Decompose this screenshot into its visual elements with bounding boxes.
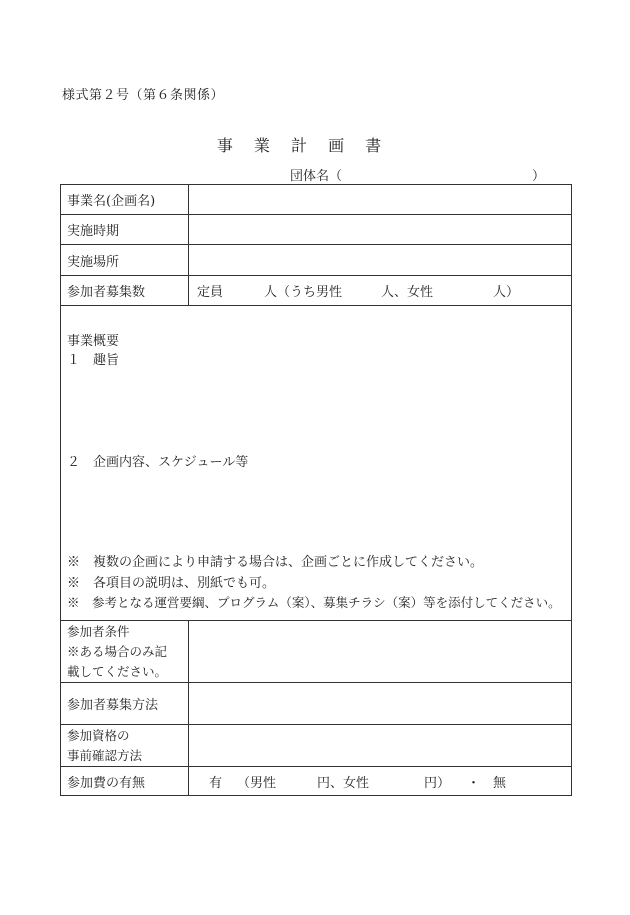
field-period[interactable]	[189, 215, 571, 244]
overview-item-purpose: １ 趣旨	[67, 353, 120, 368]
label-qualification	[61, 725, 189, 766]
form-number: 様式第２号（第６条関係）	[62, 88, 225, 103]
overview-section	[60, 306, 572, 620]
fee-no[interactable]: 無	[493, 775, 507, 791]
row-method	[61, 683, 571, 725]
field-project-name[interactable]	[189, 185, 571, 214]
bottom-table	[60, 620, 572, 796]
row-qualification	[61, 725, 571, 767]
field-qualification[interactable]	[189, 725, 571, 766]
overview-note: ※ 各項目の説明は、別紙でも可。	[67, 576, 276, 591]
fee-male: （男性	[237, 775, 277, 791]
overview-note: ※ 参考となる運営要綱、プログラム（案）、募集チラシ（案）等を添付してください。	[67, 595, 561, 610]
organization-close-paren: ）	[532, 169, 546, 184]
fee-dot: ・	[467, 775, 481, 791]
label-fee: 参加費の有無	[61, 767, 189, 795]
field-recruit-count[interactable]	[189, 276, 571, 305]
top-table	[60, 184, 572, 306]
label-method: 参加者募集方法	[61, 683, 189, 724]
label-recruit-count: 参加者募集数	[61, 276, 189, 305]
label-period: 実施時期	[61, 215, 189, 244]
overview-note: ※ 複数の企画により申請する場合は、企画ごとに作成してください。	[67, 555, 484, 570]
label-venue: 実施場所	[61, 245, 189, 275]
row-project-name	[61, 185, 571, 215]
label-project-name: 事業名(企画名)	[61, 185, 189, 214]
fee-yes[interactable]: 有	[209, 775, 223, 791]
label-conditions-line: ※ある場合のみ記	[67, 643, 168, 659]
organization-label: 団体名（	[290, 169, 343, 184]
overview-item-content: ２ 企画内容、スケジュール等	[67, 455, 249, 470]
recruit-nin1: 人（うち男性	[264, 285, 343, 300]
field-conditions[interactable]	[189, 621, 571, 682]
label-conditions-line: 載してください。	[67, 663, 168, 679]
recruit-nin2: 人、女性	[381, 285, 434, 300]
row-fee	[61, 767, 571, 795]
row-conditions	[61, 621, 571, 683]
label-conditions-line: 参加者条件	[67, 623, 130, 639]
row-recruit-count	[61, 276, 571, 305]
field-fee[interactable]	[189, 767, 571, 795]
recruit-nin3: 人）	[493, 285, 520, 300]
overview-heading: 事業概要	[67, 334, 120, 349]
recruit-teiin: 定員	[197, 285, 224, 300]
organization-name-line	[290, 165, 546, 184]
label-qualification-line: 事前確認方法	[67, 747, 143, 763]
document-title: 事 業 計 画 書	[216, 136, 384, 155]
fee-yen1: 円、女性	[317, 775, 370, 791]
row-period	[61, 215, 571, 245]
field-method[interactable]	[189, 683, 571, 724]
label-qualification-line: 参加資格の	[67, 727, 130, 743]
field-venue[interactable]	[189, 245, 571, 275]
row-venue	[61, 245, 571, 276]
fee-yen2: 円）	[424, 775, 451, 791]
label-conditions	[61, 621, 189, 682]
